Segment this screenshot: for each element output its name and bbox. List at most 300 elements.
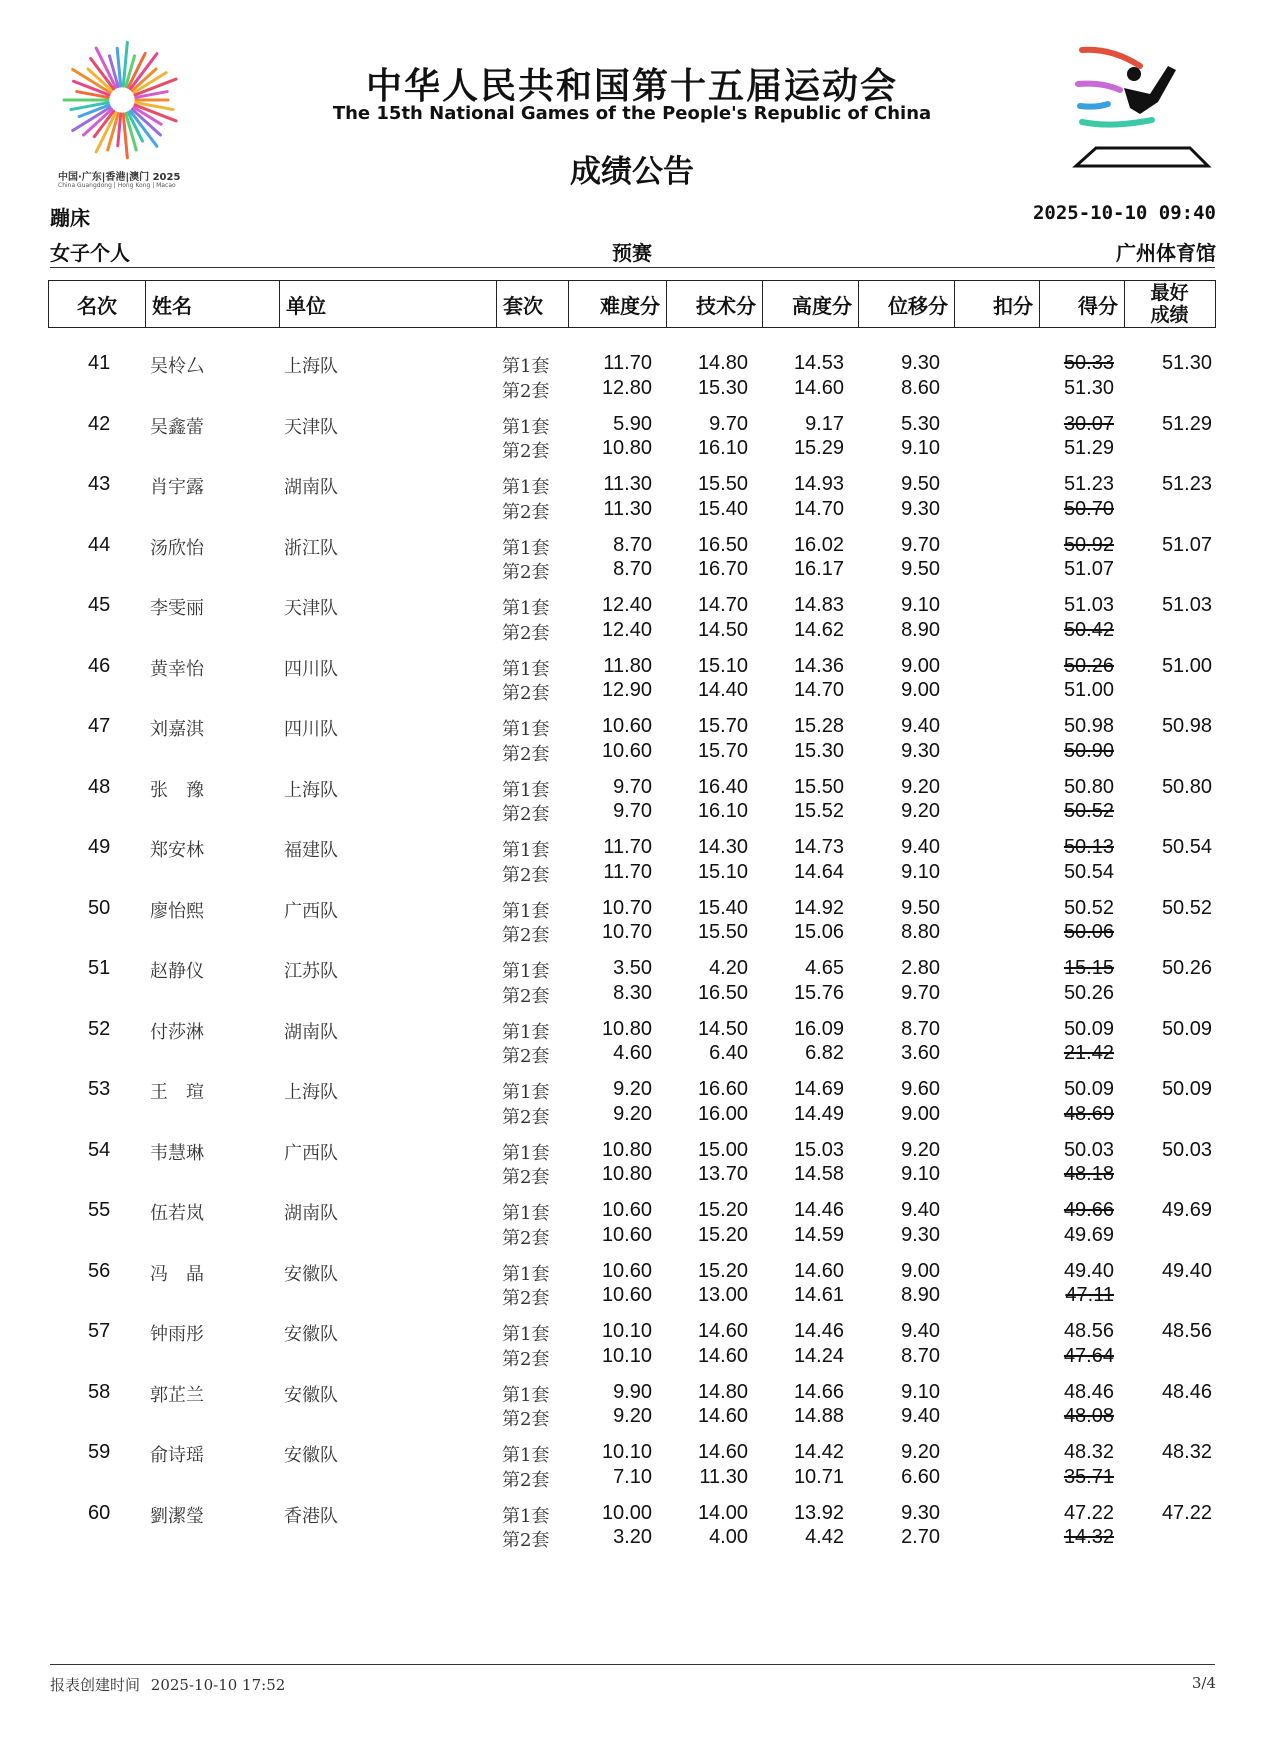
difficulty-score: 9.90 [613, 1380, 652, 1403]
difficulty-score: 9.20 [613, 1405, 652, 1427]
execution-score: 13.00 [697, 1284, 748, 1306]
col-team: 单位 [279, 281, 496, 327]
displacement-score: 9.40 [901, 1320, 940, 1342]
team-name: 湖南队 [284, 1203, 338, 1224]
team-name: 上海队 [284, 1082, 338, 1103]
difficulty-score: 10.80 [601, 1138, 652, 1161]
best-score: 47.22 [1161, 1501, 1212, 1524]
displacement-score: 9.10 [901, 594, 940, 616]
athlete-name: 俞诗瑶 [150, 1445, 204, 1466]
athlete-name: 王 瑄 [150, 1082, 204, 1103]
time-of-flight-score: 15.28 [793, 715, 844, 737]
execution-score: 15.70 [697, 715, 748, 737]
displacement-score: 9.40 [901, 1199, 940, 1221]
routine-label: 第1套 [502, 779, 550, 801]
col-routine: 套次 [496, 281, 568, 327]
best-score: 50.80 [1161, 775, 1212, 798]
displacement-score: 9.20 [901, 1441, 940, 1463]
best-score: 51.30 [1161, 352, 1212, 374]
execution-score: 16.50 [697, 981, 748, 1004]
team-name: 天津队 [284, 416, 338, 438]
discarded-score: 50.42 [1063, 618, 1114, 641]
execution-score: 16.00 [697, 1102, 748, 1125]
athlete-name: 汤欣怡 [150, 537, 204, 559]
routine-label: 第2套 [502, 1469, 550, 1491]
report-created-time: 2025-10-10 17:52 [150, 1676, 286, 1694]
difficulty-score: 7.10 [613, 1465, 652, 1488]
discarded-score: 48.08 [1063, 1405, 1114, 1427]
execution-score: 15.30 [697, 376, 748, 399]
rank-cell: 47 [88, 715, 111, 737]
col-best-score [1124, 281, 1214, 327]
team-name: 湖南队 [284, 477, 338, 498]
rank-cell: 57 [88, 1320, 111, 1342]
competition-phase: 预赛 [612, 241, 652, 265]
discarded-score: 35.71 [1063, 1465, 1114, 1488]
report-created-label: 报表创建时间 [50, 1676, 141, 1694]
discarded-score: 50.90 [1063, 739, 1114, 762]
displacement-score: 8.90 [901, 618, 940, 641]
execution-score: 14.60 [697, 1441, 748, 1463]
time-of-flight-score: 4.42 [805, 1526, 844, 1548]
discarded-score: 14.32 [1063, 1526, 1114, 1548]
best-score: 50.03 [1161, 1138, 1212, 1161]
difficulty-score: 3.50 [613, 957, 652, 979]
routine-label: 第2套 [502, 1046, 550, 1067]
time-of-flight-score: 14.64 [793, 860, 844, 883]
execution-score: 15.10 [697, 654, 748, 677]
time-of-flight-score: 9.17 [805, 412, 844, 435]
routine-score: 48.32 [1063, 1441, 1114, 1463]
header-divider [50, 267, 1215, 268]
rank-cell: 53 [88, 1078, 111, 1100]
displacement-score: 8.90 [901, 1284, 940, 1306]
best-score: 50.54 [1161, 836, 1212, 858]
execution-score: 14.60 [697, 1405, 748, 1427]
execution-score: 15.50 [697, 473, 748, 495]
routine-label: 第1套 [502, 1263, 550, 1285]
footer-divider [50, 1664, 1215, 1665]
time-of-flight-score: 14.24 [793, 1344, 844, 1367]
execution-score: 14.40 [697, 679, 748, 701]
best-score: 50.98 [1161, 715, 1212, 737]
displacement-score: 9.10 [901, 1163, 940, 1185]
rank-cell: 46 [88, 654, 111, 677]
time-of-flight-score: 10.71 [793, 1465, 844, 1488]
team-name: 安徽队 [284, 1445, 338, 1466]
discarded-score: 47.11 [1065, 1284, 1114, 1306]
time-of-flight-score: 15.50 [793, 775, 844, 798]
displacement-score: 9.10 [901, 437, 940, 459]
athlete-name: 冯 晶 [150, 1263, 204, 1285]
time-of-flight-score: 14.60 [793, 1259, 844, 1282]
routine-label: 第2套 [502, 380, 550, 402]
athlete-name: 刘嘉淇 [150, 719, 204, 740]
displacement-score: 9.40 [901, 715, 940, 737]
displacement-score: 2.80 [901, 957, 940, 979]
routine-score: 50.98 [1063, 715, 1114, 737]
time-of-flight-score: 14.70 [793, 679, 844, 701]
time-of-flight-score: 6.82 [805, 1042, 844, 1064]
results-table-header [48, 280, 1216, 328]
difficulty-score: 11.30 [603, 473, 652, 495]
report-created [50, 1674, 285, 1695]
time-of-flight-score: 14.83 [793, 594, 844, 616]
routine-score: 50.80 [1063, 775, 1114, 798]
rank-cell: 49 [88, 836, 111, 858]
time-of-flight-score: 14.92 [793, 896, 844, 919]
athlete-name: 付莎淋 [150, 1021, 204, 1043]
time-of-flight-score: 14.36 [793, 654, 844, 677]
execution-score: 4.20 [709, 957, 748, 979]
execution-score: 14.00 [697, 1501, 748, 1524]
difficulty-score: 10.80 [601, 1163, 652, 1185]
execution-score: 16.60 [697, 1078, 748, 1100]
col-execution: 技术分 [666, 281, 762, 327]
rank-cell: 44 [88, 533, 111, 556]
sport-name: 蹦床 [50, 206, 90, 230]
difficulty-score: 10.60 [601, 739, 652, 762]
execution-score: 14.60 [697, 1320, 748, 1342]
routine-label: 第2套 [502, 864, 550, 886]
execution-score: 15.70 [697, 739, 748, 762]
team-name: 四川队 [284, 719, 338, 740]
routine-label: 第1套 [502, 961, 550, 982]
best-score: 50.52 [1161, 896, 1212, 919]
best-score: 49.69 [1161, 1199, 1212, 1221]
best-score: 48.56 [1161, 1320, 1212, 1342]
athlete-name: 伍若岚 [150, 1203, 204, 1224]
team-name: 广西队 [284, 900, 338, 922]
time-of-flight-score: 15.06 [793, 921, 844, 943]
rank-cell: 42 [88, 412, 111, 435]
displacement-score: 9.00 [901, 654, 940, 677]
difficulty-score: 12.40 [601, 618, 652, 641]
difficulty-score: 9.20 [613, 1102, 652, 1125]
discarded-score: 15.15 [1063, 957, 1114, 979]
displacement-score: 9.20 [901, 800, 940, 822]
rank-cell: 54 [88, 1138, 111, 1161]
difficulty-score: 10.10 [601, 1344, 652, 1367]
execution-score: 14.60 [697, 1344, 748, 1367]
routine-score: 48.56 [1063, 1320, 1114, 1342]
time-of-flight-score: 14.70 [793, 497, 844, 520]
time-of-flight-score: 14.42 [793, 1441, 844, 1463]
best-score: 49.40 [1161, 1259, 1212, 1282]
execution-score: 15.40 [697, 896, 748, 919]
routine-label: 第2套 [502, 441, 550, 462]
athlete-name: 赵静仪 [150, 961, 204, 982]
difficulty-score: 10.70 [601, 896, 652, 919]
best-score: 51.07 [1161, 533, 1212, 556]
routine-label: 第1套 [502, 900, 550, 922]
discarded-score: 50.70 [1063, 497, 1114, 520]
routine-score: 51.07 [1063, 558, 1114, 580]
displacement-score: 9.40 [901, 1405, 940, 1427]
rank-cell: 45 [88, 594, 111, 616]
routine-label: 第1套 [502, 356, 550, 377]
routine-label: 第1套 [502, 1445, 550, 1466]
difficulty-score: 8.70 [613, 533, 652, 556]
execution-score: 4.00 [709, 1526, 748, 1548]
difficulty-score: 10.60 [601, 715, 652, 737]
athlete-name: 李雯丽 [150, 598, 204, 619]
time-of-flight-score: 14.59 [793, 1223, 844, 1246]
displacement-score: 9.50 [901, 558, 940, 580]
discarded-score: 50.92 [1063, 533, 1114, 556]
team-name: 广西队 [284, 1142, 338, 1164]
routine-label: 第1套 [502, 537, 550, 559]
routine-label: 第2套 [502, 1348, 550, 1370]
time-of-flight-score: 13.92 [793, 1501, 844, 1524]
routine-label: 第2套 [502, 985, 550, 1007]
col-difficulty: 难度分 [568, 281, 666, 327]
time-of-flight-score: 14.62 [793, 618, 844, 641]
routine-label: 第2套 [502, 562, 550, 583]
routine-label: 第2套 [502, 743, 550, 765]
execution-score: 16.50 [697, 533, 748, 556]
athlete-name: 吴柃厶 [150, 356, 204, 377]
difficulty-score: 10.70 [601, 921, 652, 943]
best-score: 48.46 [1161, 1380, 1212, 1403]
difficulty-score: 3.20 [613, 1526, 652, 1548]
difficulty-score: 10.00 [601, 1501, 652, 1524]
time-of-flight-score: 14.73 [793, 836, 844, 858]
routine-label: 第2套 [502, 1530, 550, 1551]
time-of-flight-score: 14.46 [793, 1320, 844, 1342]
discarded-score: 50.33 [1063, 352, 1114, 374]
rank-cell: 41 [88, 352, 111, 374]
routine-score: 50.09 [1063, 1078, 1114, 1100]
rank-cell: 48 [88, 775, 111, 798]
discarded-score: 30.07 [1063, 412, 1114, 435]
team-name: 上海队 [284, 779, 338, 801]
displacement-score: 9.70 [901, 981, 940, 1004]
discarded-score: 50.26 [1063, 654, 1114, 677]
team-name: 上海队 [284, 356, 338, 377]
difficulty-score: 11.70 [603, 860, 652, 883]
routine-label: 第1套 [502, 1021, 550, 1043]
difficulty-score: 10.80 [601, 1017, 652, 1040]
page-number: 3/4 [1191, 1674, 1216, 1692]
displacement-score: 9.30 [901, 497, 940, 520]
execution-score: 14.80 [697, 352, 748, 374]
athlete-name: 劉潔瑩 [150, 1505, 204, 1527]
time-of-flight-score: 14.66 [793, 1380, 844, 1403]
time-of-flight-score: 14.69 [793, 1078, 844, 1100]
displacement-score: 8.70 [901, 1017, 940, 1040]
difficulty-score: 10.60 [601, 1223, 652, 1246]
difficulty-score: 10.60 [601, 1199, 652, 1221]
routine-label: 第2套 [502, 1106, 550, 1128]
routine-label: 第2套 [502, 804, 550, 825]
displacement-score: 9.50 [901, 896, 940, 919]
routine-score: 51.30 [1063, 376, 1114, 399]
athlete-name: 韦慧琳 [150, 1142, 204, 1164]
displacement-score: 9.00 [901, 679, 940, 701]
athlete-name: 黄幸怡 [150, 658, 204, 680]
time-of-flight-score: 15.76 [793, 981, 844, 1004]
time-of-flight-score: 15.52 [793, 800, 844, 822]
athlete-name: 廖怡熙 [150, 900, 204, 922]
difficulty-score: 8.30 [613, 981, 652, 1004]
execution-score: 14.80 [697, 1380, 748, 1403]
time-of-flight-score: 14.88 [793, 1405, 844, 1427]
displacement-score: 9.50 [901, 473, 940, 495]
team-name: 安徽队 [284, 1324, 338, 1345]
rank-cell: 50 [88, 896, 111, 919]
execution-score: 15.20 [697, 1199, 748, 1221]
difficulty-score: 4.60 [613, 1042, 652, 1064]
displacement-score: 9.20 [901, 1138, 940, 1161]
best-score: 51.03 [1161, 594, 1212, 616]
athlete-name: 张 豫 [150, 779, 204, 801]
routine-score: 51.00 [1063, 679, 1114, 701]
difficulty-score: 10.10 [601, 1320, 652, 1342]
games-title-en: The 15th National Games of the People's Republic of China [332, 103, 932, 124]
games-title-cn: 中华人民共和国第十五届运动会 [365, 66, 898, 107]
displacement-score: 8.80 [901, 921, 940, 943]
displacement-score: 9.30 [901, 1223, 940, 1246]
displacement-score: 9.00 [901, 1259, 940, 1282]
displacement-score: 5.30 [901, 412, 940, 435]
routine-score: 50.26 [1063, 981, 1114, 1004]
document-type-title: 成绩公告 [570, 154, 694, 190]
routine-label: 第2套 [502, 1167, 550, 1188]
routine-label: 第1套 [502, 719, 550, 740]
col-rank: 名次 [77, 293, 117, 318]
venue-name: 广州体育馆 [1116, 241, 1216, 265]
best-score: 50.09 [1161, 1017, 1212, 1040]
execution-score: 14.30 [697, 836, 748, 858]
difficulty-score: 11.70 [603, 836, 652, 858]
difficulty-score: 12.80 [601, 376, 652, 399]
team-name: 福建队 [284, 840, 338, 861]
time-of-flight-score: 15.30 [793, 739, 844, 762]
best-score: 51.29 [1161, 412, 1212, 435]
execution-score: 16.40 [697, 775, 748, 798]
event-datetime: 2025-10-10 09:40 [1032, 202, 1216, 224]
routine-score: 49.40 [1063, 1259, 1114, 1282]
emblem-text-cn: 中国·广东|香港|澳门 2025 [58, 172, 181, 183]
difficulty-score: 12.90 [601, 679, 652, 701]
time-of-flight-score: 14.60 [793, 376, 844, 399]
difficulty-score: 9.70 [613, 775, 652, 798]
time-of-flight-score: 4.65 [805, 957, 844, 979]
team-name: 安徽队 [284, 1263, 338, 1285]
displacement-score: 2.70 [901, 1526, 940, 1548]
col-best-line1: 最好 [1150, 282, 1189, 304]
execution-score: 14.50 [697, 618, 748, 641]
displacement-score: 9.30 [901, 1501, 940, 1524]
execution-score: 15.10 [697, 860, 748, 883]
athlete-name: 肖宇露 [150, 477, 204, 498]
time-of-flight-score: 14.93 [793, 473, 844, 495]
execution-score: 11.30 [699, 1465, 748, 1488]
routine-score: 50.09 [1063, 1017, 1114, 1040]
rank-cell: 55 [88, 1199, 111, 1221]
difficulty-score: 11.70 [603, 352, 652, 374]
athlete-name: 钟雨彤 [150, 1324, 204, 1345]
difficulty-score: 12.40 [601, 594, 652, 616]
team-name: 江苏队 [284, 961, 338, 982]
displacement-score: 9.00 [901, 1102, 940, 1125]
displacement-score: 9.10 [901, 860, 940, 883]
displacement-score: 9.30 [901, 739, 940, 762]
time-of-flight-score: 16.09 [793, 1017, 844, 1040]
rank-cell: 43 [88, 473, 111, 495]
team-name: 天津队 [284, 598, 338, 619]
best-score: 51.23 [1161, 473, 1212, 495]
difficulty-score: 8.70 [613, 558, 652, 580]
discarded-score: 21.42 [1063, 1042, 1114, 1064]
athlete-name: 郑安林 [150, 840, 204, 861]
athlete-name: 郭芷兰 [150, 1384, 204, 1406]
routine-label: 第2套 [502, 1288, 550, 1309]
difficulty-score: 10.60 [601, 1259, 652, 1282]
difficulty-score: 10.10 [601, 1441, 652, 1463]
rank-cell: 58 [88, 1380, 111, 1403]
athlete-name: 吴鑫蕾 [150, 416, 204, 438]
rank-cell: 52 [88, 1017, 111, 1040]
execution-score: 16.10 [697, 437, 748, 459]
routine-label: 第2套 [502, 683, 550, 704]
execution-score: 15.00 [697, 1138, 748, 1161]
routine-score: 51.29 [1063, 437, 1114, 459]
best-score: 50.09 [1161, 1078, 1212, 1100]
time-of-flight-score: 14.53 [793, 352, 844, 374]
team-name: 浙江队 [284, 537, 338, 559]
displacement-score: 3.60 [901, 1042, 940, 1064]
routine-label: 第1套 [502, 840, 550, 861]
routine-label: 第1套 [502, 1505, 550, 1527]
time-of-flight-score: 15.03 [793, 1138, 844, 1161]
col-penalty: 扣分 [954, 281, 1039, 327]
routine-score: 51.23 [1063, 473, 1114, 495]
displacement-score: 9.60 [901, 1078, 940, 1100]
time-of-flight-score: 16.17 [793, 558, 844, 580]
team-name: 安徽队 [284, 1384, 338, 1406]
displacement-score: 8.70 [901, 1344, 940, 1367]
routine-label: 第2套 [502, 925, 550, 946]
routine-label: 第2套 [502, 622, 550, 644]
routine-label: 第1套 [502, 1384, 550, 1406]
difficulty-score: 9.20 [613, 1078, 652, 1100]
routine-score: 51.03 [1063, 594, 1114, 616]
execution-score: 16.70 [697, 558, 748, 580]
rank-cell: 51 [88, 957, 111, 979]
best-score: 48.32 [1161, 1441, 1212, 1463]
routine-label: 第1套 [502, 416, 550, 438]
routine-score: 50.54 [1063, 860, 1114, 883]
routine-score: 49.69 [1063, 1223, 1114, 1246]
routine-label: 第2套 [502, 1409, 550, 1430]
displacement-score: 9.20 [901, 775, 940, 798]
routine-label: 第1套 [502, 1142, 550, 1164]
execution-score: 14.70 [697, 594, 748, 616]
difficulty-score: 10.80 [601, 437, 652, 459]
difficulty-score: 10.60 [601, 1284, 652, 1306]
team-name: 湖南队 [284, 1021, 338, 1043]
rank-cell: 59 [88, 1441, 111, 1463]
routine-label: 第1套 [502, 598, 550, 619]
difficulty-score: 11.30 [603, 497, 652, 520]
event-category: 女子个人 [50, 241, 130, 265]
routine-label: 第1套 [502, 1324, 550, 1345]
col-score: 得分 [1039, 281, 1124, 327]
routine-label: 第2套 [502, 1227, 550, 1249]
execution-score: 16.10 [697, 800, 748, 822]
